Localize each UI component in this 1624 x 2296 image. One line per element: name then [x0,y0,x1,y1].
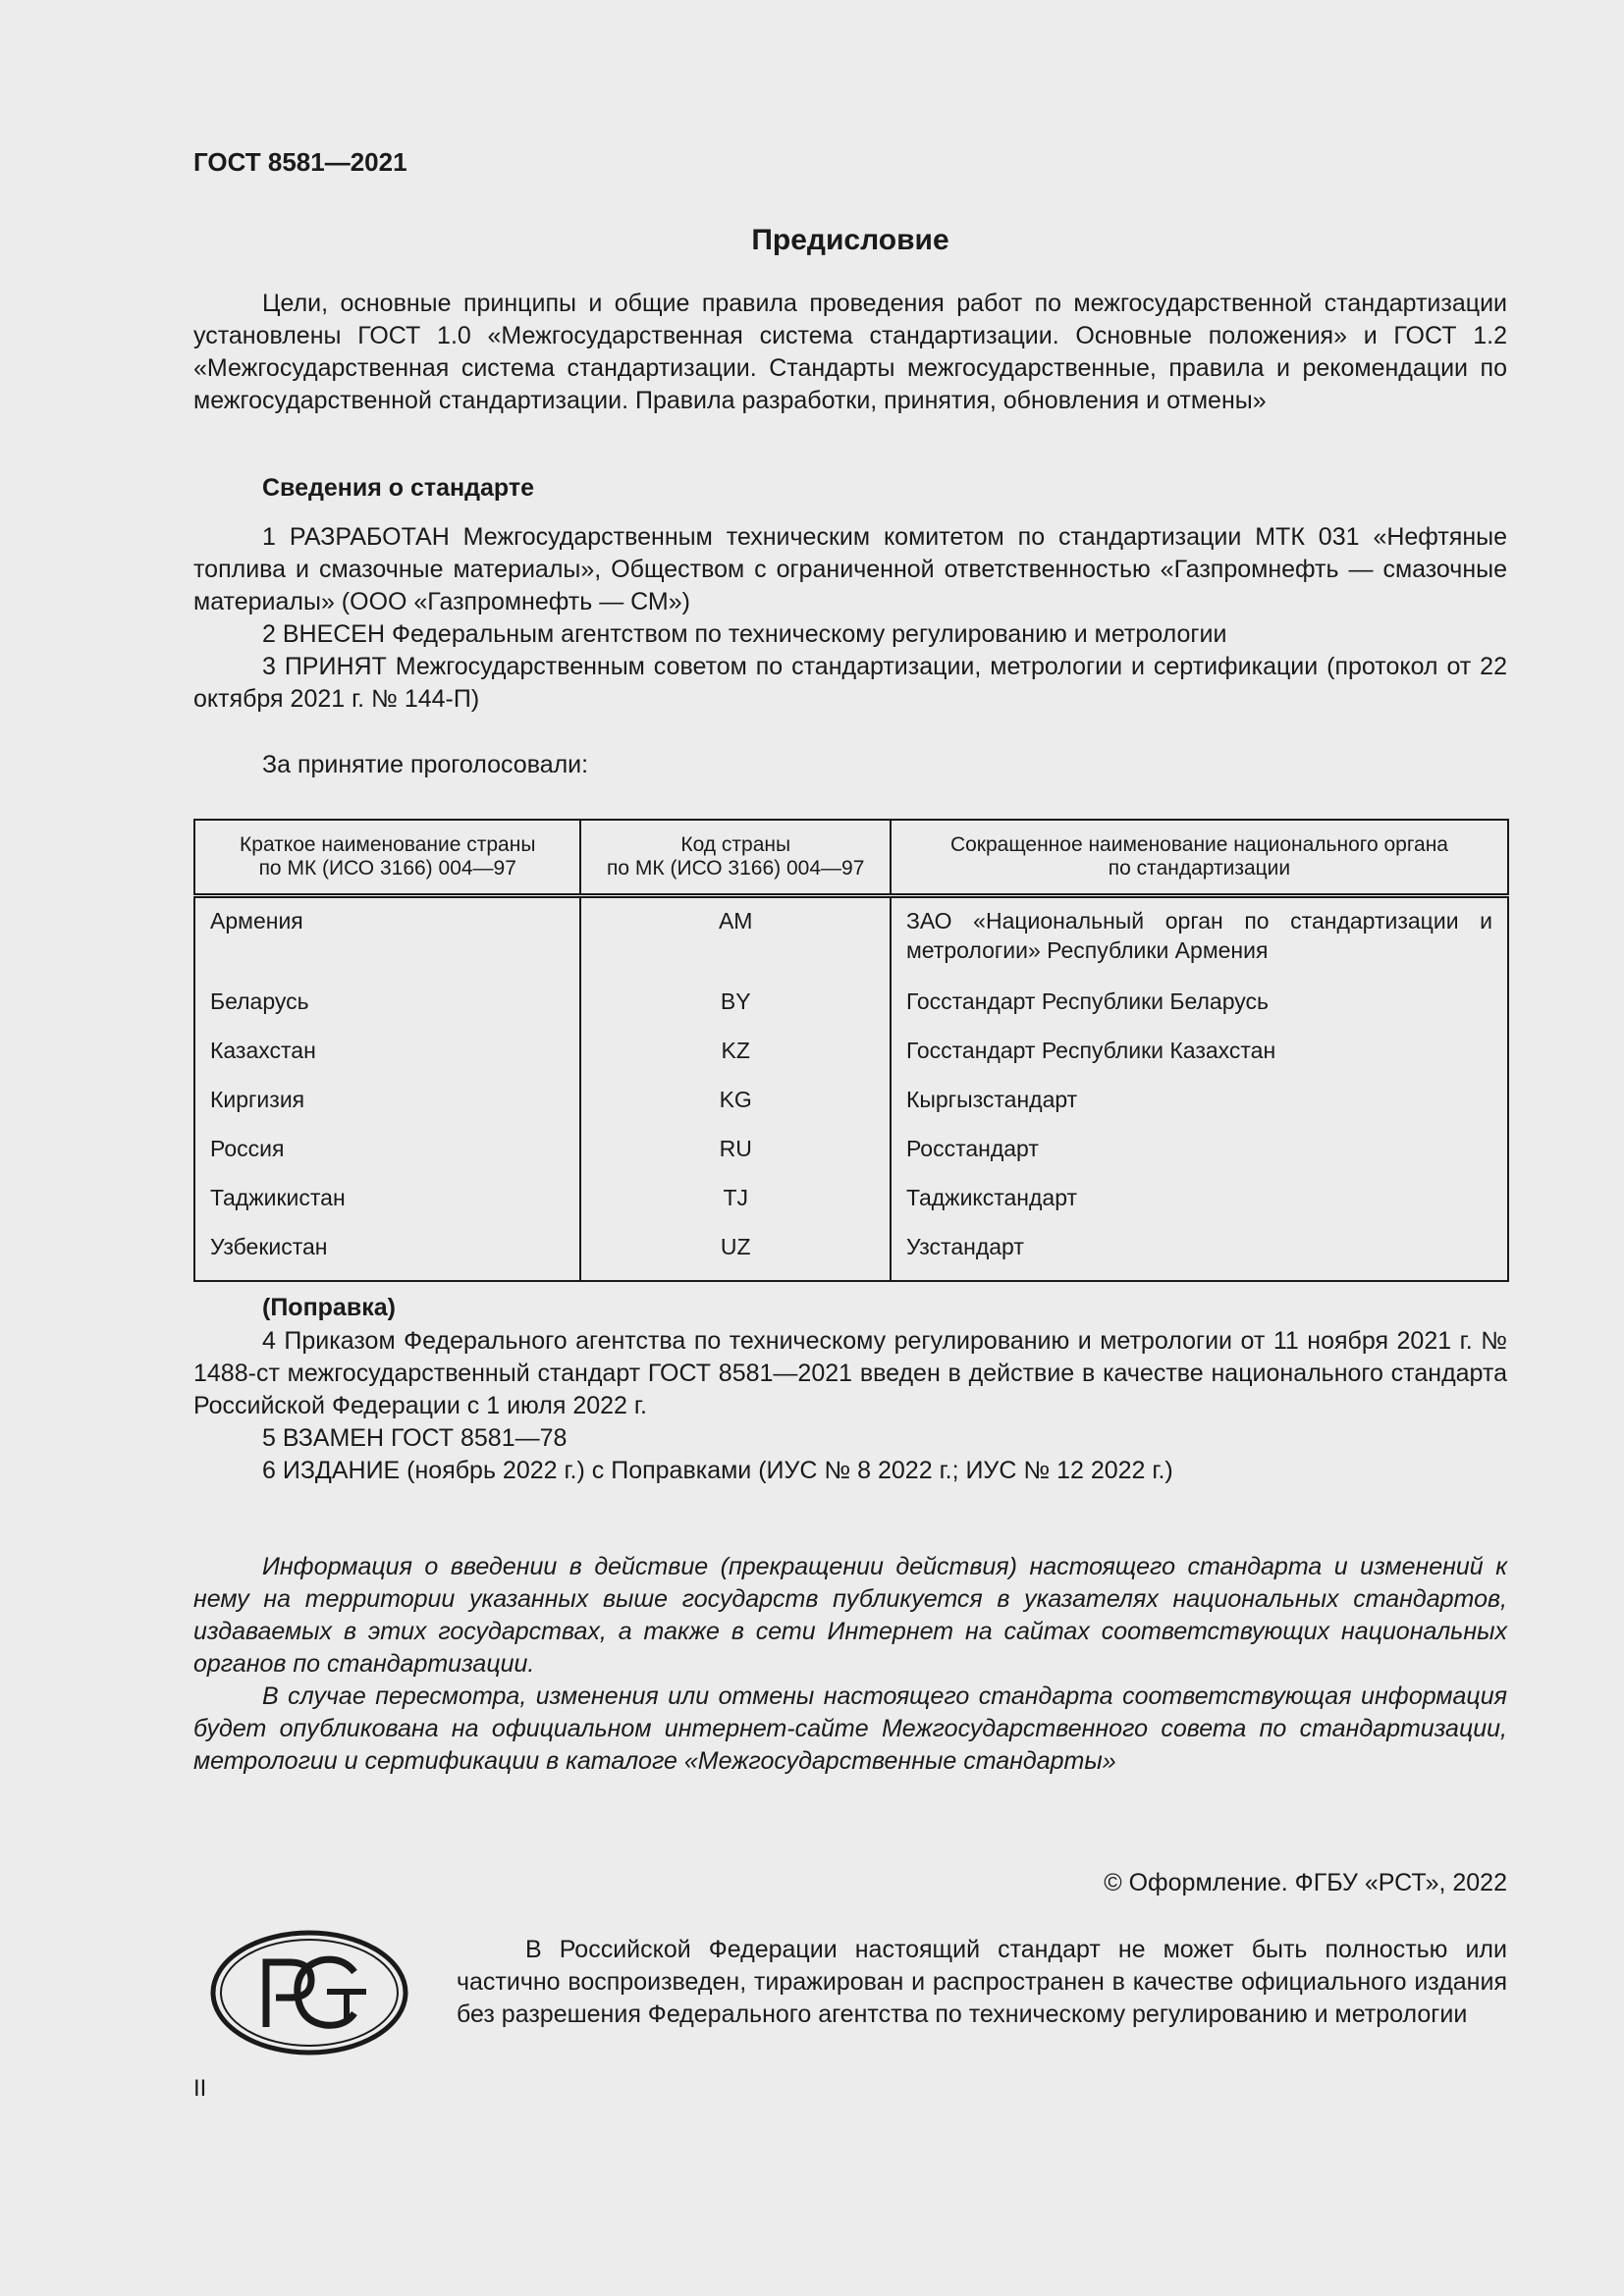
cell-body: Госстандарт Республики Беларусь [891,987,1508,1036]
copyright: © Оформление. ФГБУ «РСТ», 2022 [1104,1869,1507,1896]
header-body: Сокращенное наименование национального органа по стандартизации [891,820,1508,896]
item-1: 1 РАЗРАБОТАН Межгосударственным техническим комитетом по стандартизации МТК 031 «Нефтяные топлива и смазочные материалы», Обществом с ограниченной ответственностью «Газпромнефть — смазочные материалы» (ООО «Газпромнефть — СМ») [193,523,1507,615]
item-3: 3 ПРИНЯТ Межгосударственным советом по стандартизации, метрологии и сертификации (протокол от 22 октября 2021 г. № 144-П) [193,653,1507,713]
header-code: Код страны по МК (ИСО 3166) 004—97 [580,820,890,896]
cell-body: Таджикстандарт [891,1183,1508,1232]
header-country: Краткое наименование страны по МК (ИСО 3166) 004—97 [194,820,580,896]
page-title: Предисловие [751,224,949,256]
cell-body: Узстандарт [891,1232,1508,1281]
cell-country: Киргизия [194,1085,580,1134]
table-row [194,987,1508,1036]
info-items-after [193,1325,1507,1487]
info-note-paragraph: Информация о введении в действие (прекращении действия) настоящего стандарта и изменений к нему на территории указанных выше государств публикуется в указателях национальных стандартов, издаваемых в этих государствах, а также в сети Интернет на сайтах соответствующих национальных органов по стандартизации. [193,1553,1507,1678]
cell-code: TJ [580,1183,890,1232]
info-heading: Сведения о стандарте [262,474,535,502]
rst-logo-icon [209,1929,409,2056]
cell-country: Беларусь [194,987,580,1036]
rights-notice: В Российской Федерации настоящий стандарт не может быть полностью или частично воспроизведен, тиражирован и распространен в качестве официального издания без разрешения Федерального агентства по техническому регулированию и метрологии [457,1936,1507,2028]
cell-country: Узбекистан [194,1232,580,1281]
cell-code: UZ [580,1232,890,1281]
cell-body: Росстандарт [891,1134,1508,1183]
table-row [194,1134,1508,1183]
item-6: 6 ИЗДАНИЕ (ноябрь 2022 г.) с Поправками (ИУС № 8 2022 г.; ИУС № 12 2022 г.) [262,1457,1173,1484]
item-5: 5 ВЗАМЕН ГОСТ 8581—78 [262,1424,568,1452]
voting-table [193,819,1509,1282]
item-2: 2 ВНЕСЕН Федеральным агентством по техническому регулированию и метрологии [262,620,1227,648]
intro-paragraph: Цели, основные принципы и общие правила проведения работ по межгосударственной стандартизации установлены ГОСТ 1.0 «Межгосударственная система стандартизации. Основные положения» и ГОСТ 1.2 «Межгосударственная система стандартизации. Стандарты межгосударственные, правила и рекомендации по межгосударственной стандартизации. Правила разработки, принятия, обновления и отмены» [193,290,1507,414]
table-row [194,1232,1508,1281]
item-4: 4 Приказом Федерального агентства по техническому регулированию и метрологии от 11 ноября 2021 г. № 1488-ст межгосударственный стандарт ГОСТ 8581—2021 введен в действие в качестве национального стандарта Российской Федерации с 1 июля 2022 г. [193,1327,1507,1419]
voted-label: За принятие проголосовали: [262,751,589,778]
cell-code: KZ [580,1036,890,1085]
table-row [194,1183,1508,1232]
cell-code: BY [580,987,890,1036]
cell-body: Госстандарт Республики Казахстан [891,1036,1508,1085]
cell-code: KG [580,1085,890,1134]
page-number: II [193,2075,207,2102]
cell-country: Армения [194,896,580,987]
cell-code: AM [580,896,890,987]
table-row [194,1085,1508,1134]
info-note-paragraph: В случае пересмотра, изменения или отмены настоящего стандарта соответствующая информация будет опубликована на официальном интернет-сайте Межгосударственного совета по стандартизации, метрологии и сертификации в каталоге «Межгосударственные стандарты» [193,1682,1507,1775]
cell-body: Кыргызстандарт [891,1085,1508,1134]
info-note [193,1551,1507,1778]
amendment-label: (Поправка) [262,1294,396,1321]
cell-country: Казахстан [194,1036,580,1085]
cell-country: Россия [194,1134,580,1183]
cell-body: ЗАО «Национальный орган по стандартизации и метрологии» Республики Армения [891,896,1508,987]
table-row [194,1036,1508,1085]
cell-code: RU [580,1134,890,1183]
doc-code: ГОСТ 8581—2021 [193,147,407,177]
table-header-row [194,820,1508,896]
cell-country: Таджикистан [194,1183,580,1232]
table-row [194,896,1508,987]
info-items [193,521,1507,716]
